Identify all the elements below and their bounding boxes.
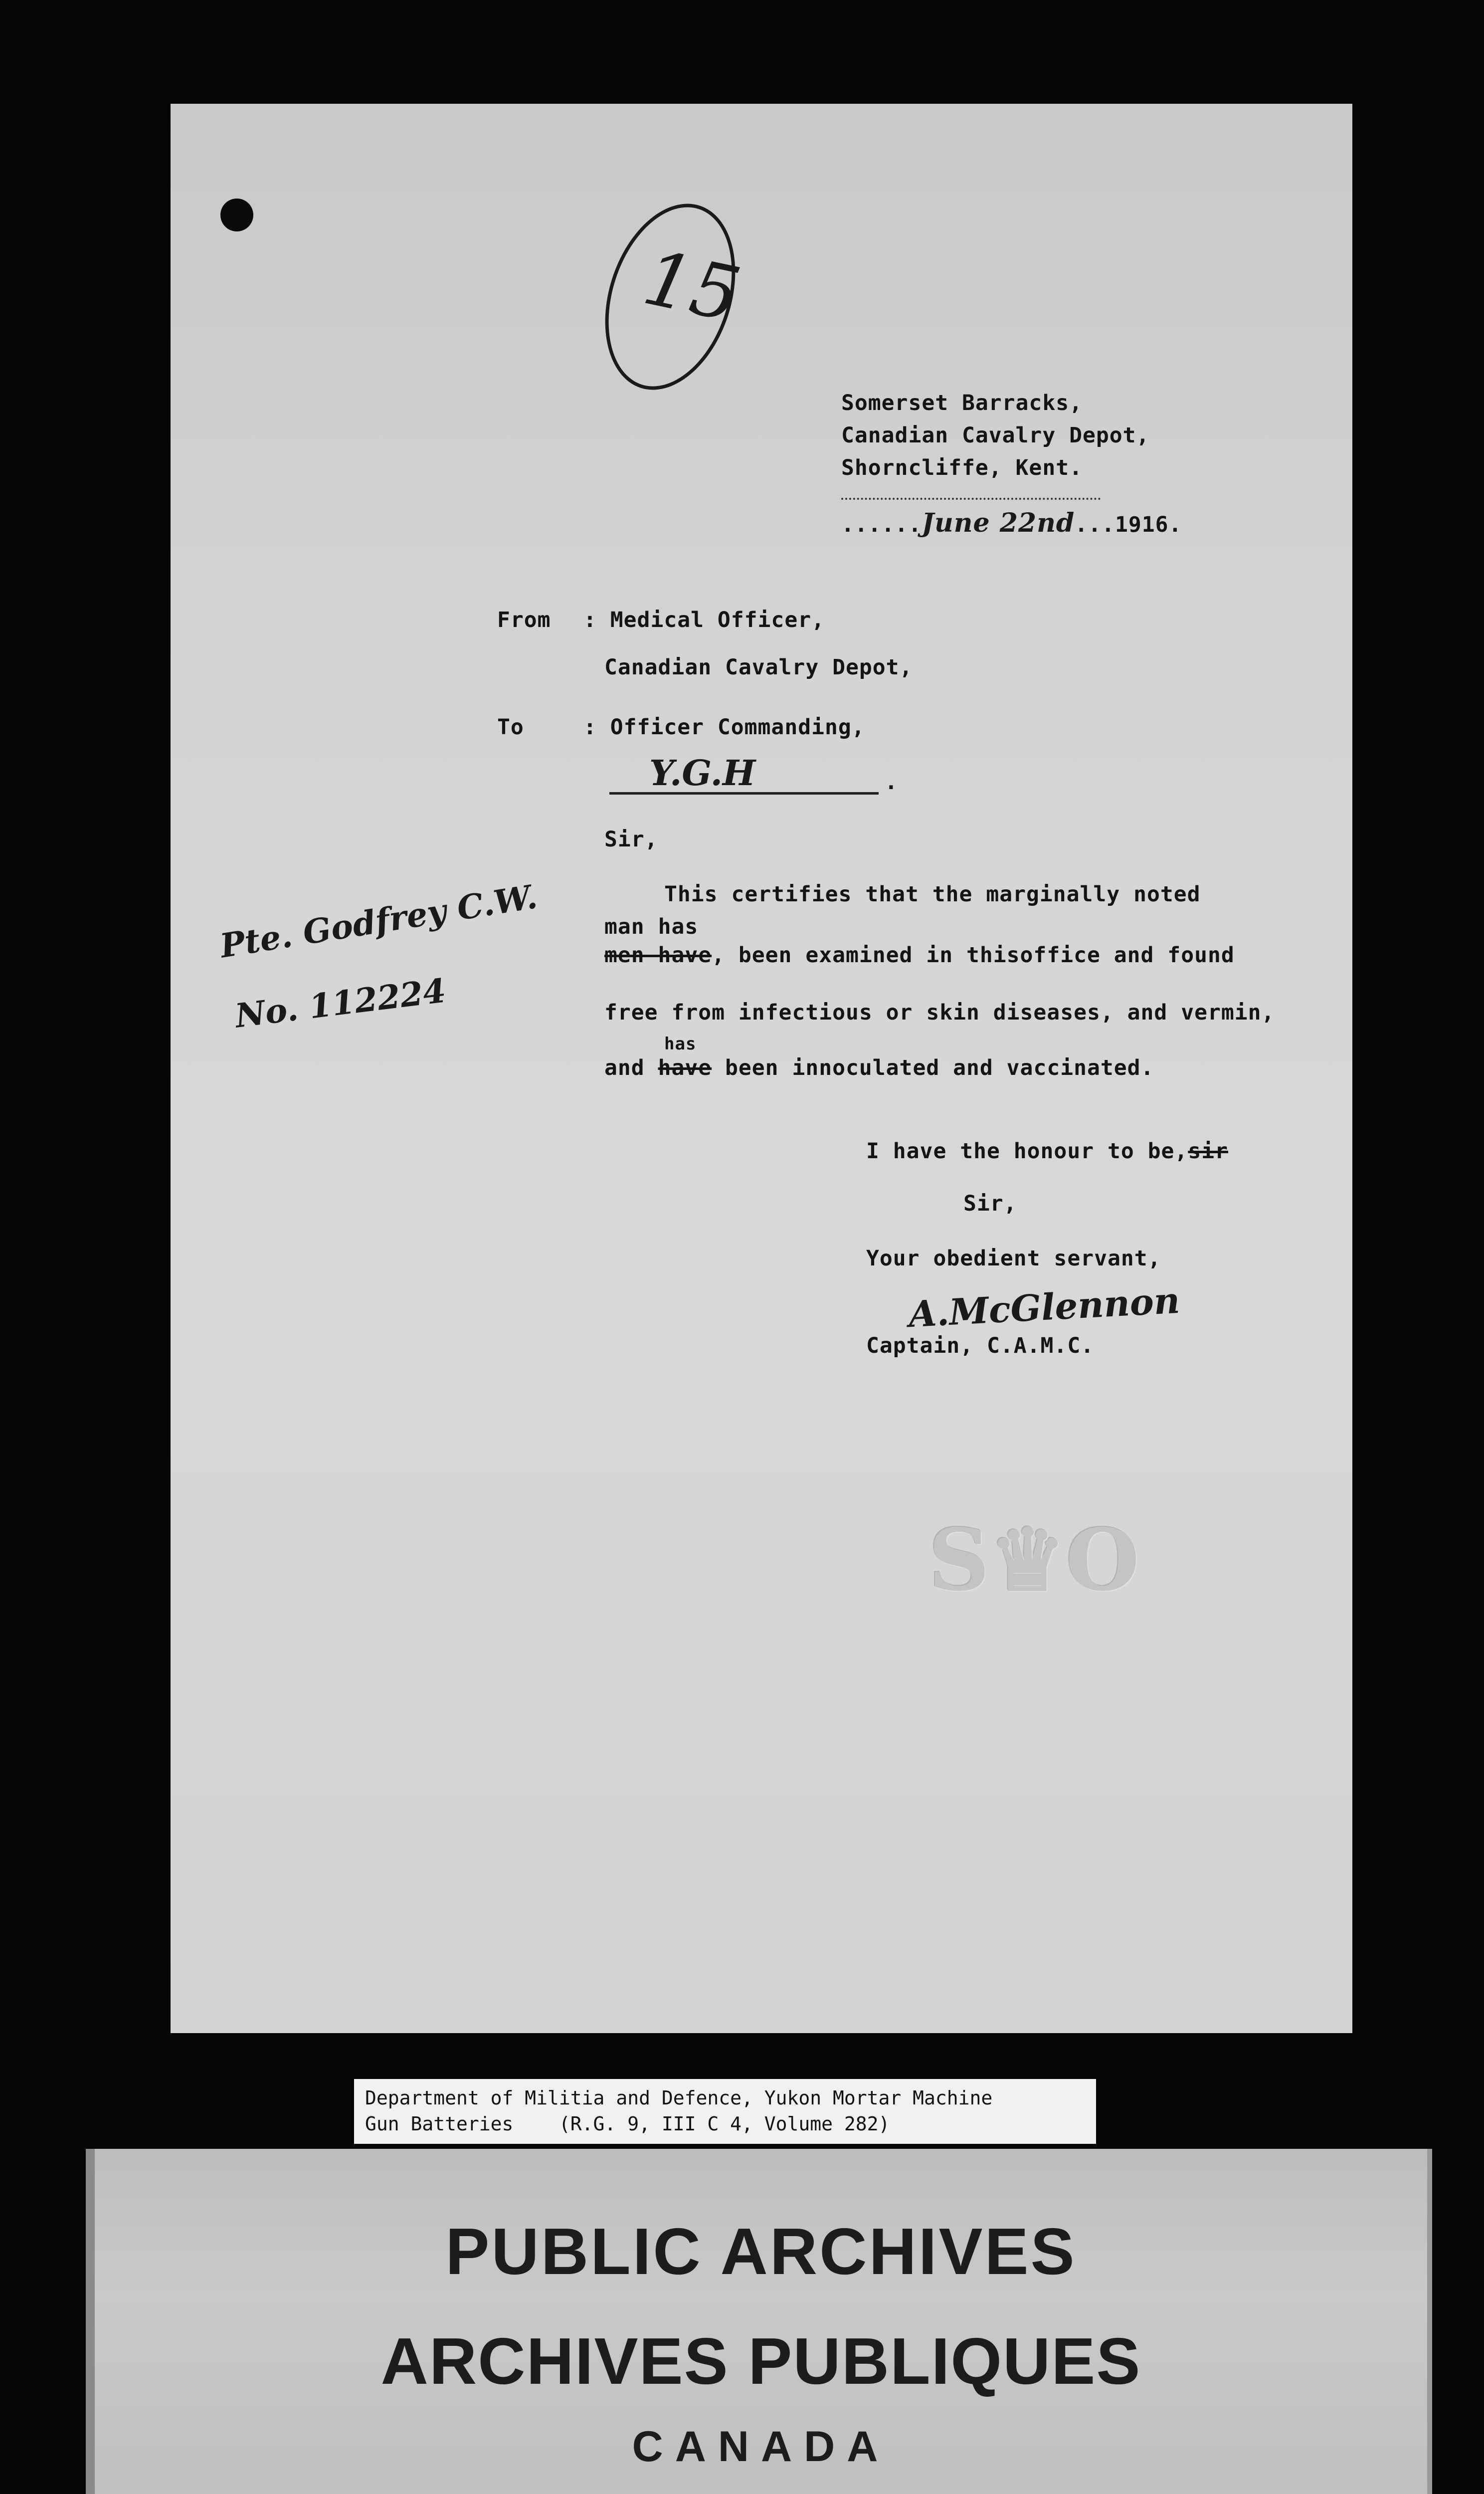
stamp-number: 15 (636, 234, 747, 339)
to-line-1: : Officer Commanding, (583, 715, 865, 740)
archive-label-french: ARCHIVES PUBLIQUES (380, 2324, 1141, 2398)
body-struck-have: have (658, 1055, 712, 1080)
address-separator (841, 498, 1101, 500)
body-line-3 (604, 943, 1235, 968)
to-unit-handwritten: Y.G.H (649, 752, 756, 794)
date-line (841, 508, 1182, 538)
body-line-2 (604, 914, 698, 939)
closing-line-1 (866, 1139, 1228, 1164)
archive-caption (354, 2079, 1096, 2144)
archive-label-country: CANADA (632, 2423, 890, 2471)
body-line-1: This certifies that the marginally noted (664, 882, 1201, 907)
caption-line-1: Department of Militia and Defence, Yukon Mortar Machine (365, 2087, 993, 2109)
archive-label-card (86, 2149, 1432, 2494)
closing-title: Captain, C.A.M.C. (866, 1333, 1095, 1358)
to-unit-end: . (885, 770, 898, 795)
address-line-2: Canadian Cavalry Depot, (841, 423, 1150, 448)
archive-label-english: PUBLIC ARCHIVES (445, 2215, 1077, 2288)
from-line-1: : Medical Officer, (583, 608, 825, 632)
to-unit-underline (609, 792, 879, 795)
body-line-4: free from infectious or skin diseases, and vermin, (604, 1000, 1275, 1025)
closing-line-2: Sir, (963, 1191, 1017, 1216)
body-struck-men-have: men have (604, 943, 712, 968)
body-has-insert: has (658, 914, 699, 939)
document-page (171, 104, 1352, 2033)
closing-line-3: Your obedient servant, (866, 1246, 1161, 1271)
closing-honour: I have the honour to be, (866, 1139, 1188, 1164)
body-line-5-rest: been innoculated and vaccinated. (712, 1055, 1154, 1080)
body-line-5 (604, 1055, 1154, 1080)
punch-hole (220, 199, 253, 231)
date-suffix: ...1916. (1075, 512, 1182, 537)
margin-note-name: Pte. Godfrey C.W. (217, 877, 540, 966)
address-line-3: Shorncliffe, Kent. (841, 455, 1083, 480)
date-handwritten: June 22nd (922, 508, 1075, 538)
signature: A.McGlennon (908, 1278, 1181, 1336)
watermark-crest: S♛O (928, 1510, 1140, 1610)
salutation: Sir, (604, 827, 658, 852)
body-line-3-rest: , been examined in thisoffice and found (712, 943, 1235, 968)
closing-struck-sir: sir (1188, 1139, 1228, 1164)
body-has-insert-2: has (664, 1034, 697, 1054)
from-line-2: Canadian Cavalry Depot, (604, 655, 913, 680)
to-label: To (497, 715, 524, 740)
body-and: and (604, 1055, 658, 1080)
caption-line-2: Gun Batteries (R.G. 9, III C 4, Volume 282) (365, 2113, 890, 2135)
margin-note-number: No. 112224 (233, 971, 448, 1036)
body-man: man (604, 914, 658, 939)
from-label: From (497, 608, 551, 632)
address-line-1: Somerset Barracks, (841, 391, 1083, 416)
date-prefix: ...... (841, 512, 922, 537)
